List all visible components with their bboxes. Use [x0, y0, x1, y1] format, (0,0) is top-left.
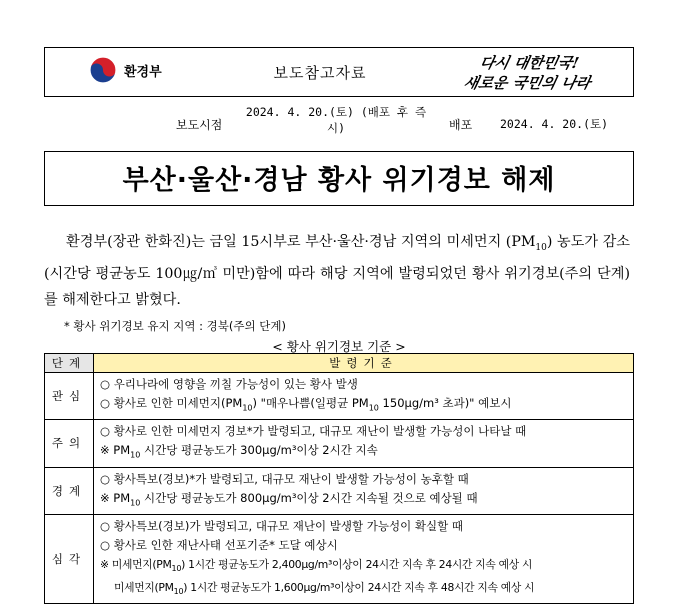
criteria-line: ○ 황사로 인한 재난사태 선포기준* 도달 예상시	[100, 537, 338, 552]
criteria-line	[100, 394, 627, 417]
release-time-line-2: 시)	[326, 121, 346, 135]
stage-cell: 심각	[45, 514, 94, 603]
alert-criteria-table	[44, 353, 634, 604]
criteria-line	[100, 441, 627, 464]
slogan-line-1: 다시 대한민국!	[477, 54, 581, 72]
ministry-logo	[88, 53, 168, 89]
table-row	[45, 373, 634, 420]
stage-cell: 경계	[45, 467, 94, 514]
stage-cell: 관심	[45, 373, 94, 420]
text: ) 1시간 평균농도가 2,400μg/m³이상이 24시간 지속 후 24시간 지속 예상 시	[181, 557, 533, 571]
criteria-line	[100, 489, 627, 512]
text: ※ PM	[100, 443, 131, 458]
text: 미세먼지(PM	[114, 581, 174, 595]
release-time-value	[238, 104, 434, 136]
stage-cell: 주의	[45, 420, 94, 467]
doc-type-label: 보도참고자료	[273, 64, 367, 82]
release-time-line-1: 2024. 4. 20.(토) (배포 후 즉	[245, 105, 427, 119]
criteria-line: ○ 황사로 인한 미세먼지 경보*가 발령되고, 대규모 재난이 발생할 가능성이 나타날 때	[100, 424, 527, 439]
body-text-1: 환경부(장관 한화진)는 금일 15시부로 부산·울산·경남 지역의 미세먼지 (PM	[66, 234, 536, 250]
release-time-label: 보도시점	[176, 118, 223, 132]
subscript: 10	[173, 587, 184, 597]
criteria-cell	[94, 467, 634, 514]
criteria-line: ○ 황사특보(경보)*가 발령되고, 대규모 재난이 발생할 가능성이 농후할 때	[100, 471, 469, 486]
criteria-line	[100, 578, 627, 601]
slogan-line-2: 새로운 국민의 나라	[461, 74, 593, 92]
text: 시간당 평균농도가 300μg/m³이상 2시간 지속	[140, 443, 378, 458]
criteria-cell	[94, 373, 634, 420]
subscript: 10	[368, 403, 379, 413]
subscript: 10	[242, 403, 253, 413]
footnote: * 황사 위기경보 유지 지역 : 경북(주의 단계)	[64, 319, 286, 333]
distribution-label: 배포	[449, 118, 473, 132]
text: ) 1시간 평균농도가 1,600μg/m³이상이 24시간 지속 후 48시간 지속 예상 시	[183, 581, 535, 595]
text: ※ PM	[100, 490, 131, 505]
criteria-line: ○ 우리나라에 영향을 끼칠 가능성이 있는 황사 발생	[100, 377, 358, 391]
body-paragraph	[44, 229, 630, 313]
text: ※ 미세먼지(PM	[100, 557, 172, 571]
table-row	[45, 514, 634, 603]
criteria-cell	[94, 514, 634, 603]
table-row	[45, 420, 634, 467]
table-header-row	[45, 354, 634, 373]
body-text-2: ) 농도가 감소(시간당 평균농도 100㎍/㎥ 미만)함에 따라 해당 지역에 발령되었던 황사 위기경보(주의 단계)를 해제한다고 밝혔다.	[44, 234, 630, 308]
page-title: 부산·울산·경남 황사 위기경보 해제	[122, 165, 556, 196]
text: ○ 황사로 인한 미세먼지(PM	[100, 396, 243, 410]
criteria-line: ○ 황사특보(경보)가 발령되고, 대규모 재난이 발생할 가능성이 확실할 때	[100, 518, 463, 533]
text: ) "매우나쁨(일평균 PM	[252, 396, 369, 410]
header-stage: 단계	[45, 354, 94, 373]
ministry-name: 환경부	[124, 65, 162, 80]
subscript: 10	[130, 450, 141, 460]
header-criteria: 발령기준	[94, 354, 634, 373]
taegeuk-emblem-icon	[88, 55, 118, 85]
subscript: 10	[130, 497, 141, 507]
pm-subscript: 10	[535, 242, 547, 253]
criteria-cell	[94, 420, 634, 467]
text: 시간당 평균농도가 800μg/m³이상 2시간 지속될 것으로 예상될 때	[140, 490, 478, 505]
subscript: 10	[171, 564, 182, 574]
criteria-line	[100, 555, 627, 578]
table-row	[45, 467, 634, 514]
table-caption: < 황사 위기경보 기준 >	[272, 339, 406, 354]
distribution-date: 2024. 4. 20.(토)	[500, 117, 609, 131]
slogan	[458, 50, 608, 94]
text: 150μg/m³ 초과)" 예보시	[378, 396, 512, 410]
